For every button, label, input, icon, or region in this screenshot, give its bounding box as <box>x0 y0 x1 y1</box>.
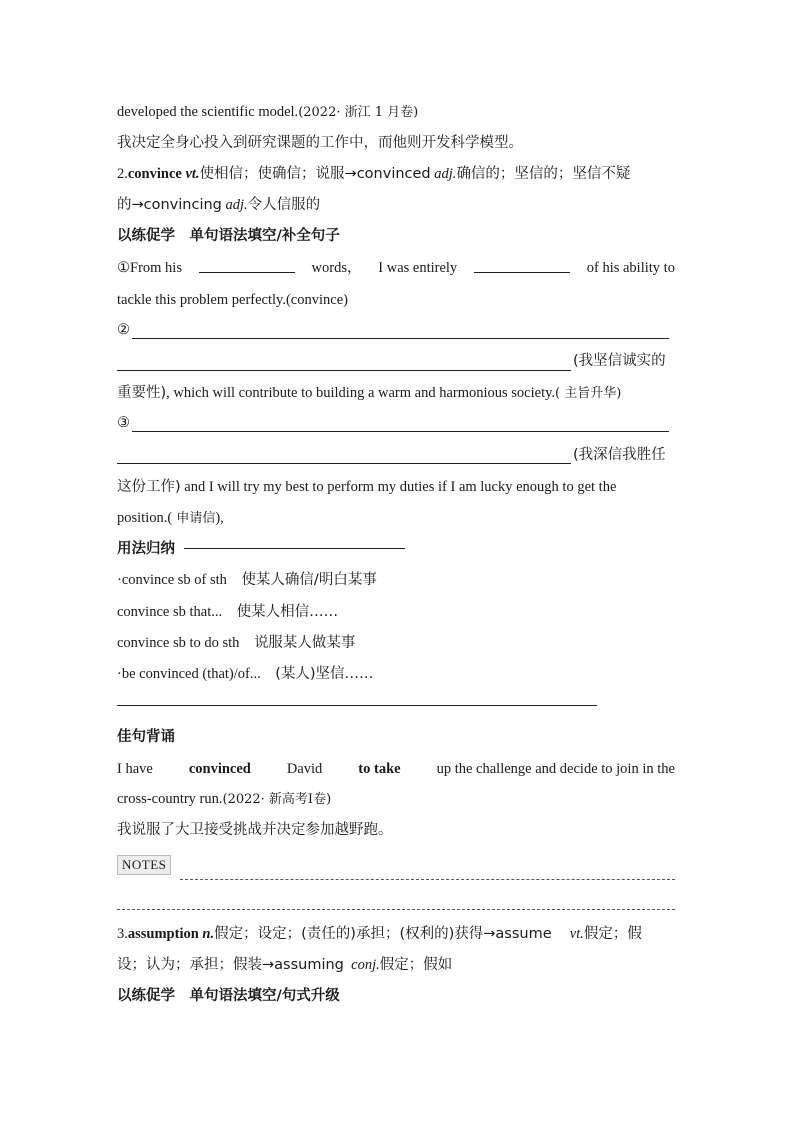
answer-line[interactable] <box>132 431 669 432</box>
translation-line: 我决定全身心投入到研究课题的工作中，而他则开发科学模型。 <box>117 135 523 151</box>
headword: convince <box>127 166 182 182</box>
part-of-speech: adj. <box>225 197 248 213</box>
usage-heading: 用法归纳 <box>117 541 175 557</box>
answer-line[interactable] <box>117 370 571 371</box>
notes-line[interactable] <box>180 879 675 880</box>
section-rule <box>117 705 597 706</box>
question-3-number: ③ <box>117 415 130 431</box>
sentence-keyword: to take <box>358 761 401 777</box>
question-1-cont: tackle this problem perfectly.(convince) <box>117 292 348 308</box>
answer-line[interactable] <box>117 463 571 464</box>
source-note: ( 主旨升华) <box>555 386 622 401</box>
usage-meaning: (某人)坚信…… <box>275 666 374 682</box>
continued-sentence <box>117 102 675 123</box>
notes-label: NOTES <box>117 855 171 875</box>
usage-meaning: 说服某人做某事 <box>253 635 356 651</box>
model-sentence <box>117 759 675 779</box>
question-3-hint: (我深信我胜任 <box>573 447 666 463</box>
headword: assumption <box>127 926 199 942</box>
question-3-cont <box>117 477 675 497</box>
item-2-header-cont <box>117 195 675 215</box>
usage-meaning: 使某人相信…… <box>236 604 339 620</box>
question-3-cont2 <box>117 508 675 529</box>
answer-line[interactable] <box>132 338 669 339</box>
usage-pattern: ·be convinced (that)/of... <box>117 666 261 682</box>
sentence-part: David <box>286 761 323 777</box>
part-of-speech: conj. <box>351 957 380 973</box>
question-2-hint: (我坚信诚实的 <box>573 353 666 369</box>
q1-part: words， <box>311 260 362 276</box>
item-number: 2. <box>117 166 128 182</box>
sentence-part: cross-country run. <box>117 791 223 807</box>
definition: 假定；假如 <box>379 957 453 973</box>
sentence-end: ), <box>215 510 224 526</box>
item-2-header <box>117 164 675 184</box>
hint-cont: 这份工作) <box>117 479 181 495</box>
part-of-speech: vt. <box>185 166 200 182</box>
usage-item <box>117 633 675 653</box>
definition: 假定；设定；(责任的)承担；(权利的)获得→assume <box>214 926 552 942</box>
part-of-speech: n. <box>202 926 215 942</box>
source-note: 申请信 <box>172 511 216 526</box>
part-of-speech: vt. <box>569 926 584 942</box>
definition: 令人信服的 <box>247 197 321 213</box>
q1-part: ①From his <box>117 260 182 276</box>
item-3-header <box>117 924 675 944</box>
question-2-number: ② <box>117 322 130 338</box>
usage-pattern: convince sb that... <box>117 604 223 620</box>
part-of-speech: adj. <box>434 166 457 182</box>
hint-cont: 重要性) <box>117 385 167 401</box>
q1-part: I was entirely <box>378 260 458 276</box>
sentence-translation: 我说服了大卫接受挑战并决定参加越野跑。 <box>117 822 393 838</box>
item-3-header-cont <box>117 955 675 975</box>
definition: 确信的；坚信的；坚信不疑 <box>456 166 631 182</box>
item-number: 3. <box>117 926 128 942</box>
sentence-heading: 佳句背诵 <box>117 729 175 745</box>
usage-item <box>117 602 675 622</box>
definition: 的→convincing <box>117 197 222 213</box>
usage-pattern: ·convince sb of sth <box>117 572 227 588</box>
sentence-part: up the challenge and decide to join in the <box>436 761 675 777</box>
sentence-text: position.( <box>117 510 173 526</box>
answer-blank[interactable] <box>199 258 295 273</box>
practice-heading: 以练促学 单句语法填空/句式升级 <box>117 988 340 1004</box>
practice-heading: 以练促学 单句语法填空/补全句子 <box>117 228 340 244</box>
definition: 假定；假 <box>583 926 642 942</box>
definition: 设；认为；承担；假装→assuming <box>117 957 344 973</box>
usage-item <box>117 664 675 684</box>
definition: 使相信；使确信；说服→convinced <box>199 166 431 182</box>
sentence-text: , which will contribute to building a warm and harmonious society. <box>166 385 556 401</box>
continued-sentence-text: developed the scientific model. <box>117 104 299 120</box>
sentence-text: and I will try my best to perform my duties if I am lucky enough to get the <box>180 479 617 495</box>
sentence-part: I have <box>117 761 153 777</box>
source-note: (2022· 新高考Ⅰ卷) <box>222 792 332 807</box>
source-note: (2022· 浙江 1 月卷) <box>298 105 419 120</box>
usage-pattern: convince sb to do sth <box>117 635 240 651</box>
notes-line[interactable] <box>117 909 675 910</box>
question-1 <box>117 258 675 278</box>
usage-item <box>117 570 675 590</box>
q1-part: of his ability to <box>586 260 675 276</box>
heading-rule <box>184 548 405 549</box>
sentence-keyword: convinced <box>188 761 251 777</box>
model-sentence-cont <box>117 789 675 810</box>
answer-blank[interactable] <box>474 258 570 273</box>
question-2-cont <box>117 383 675 404</box>
usage-meaning: 使某人确信/明白某事 <box>241 572 377 588</box>
